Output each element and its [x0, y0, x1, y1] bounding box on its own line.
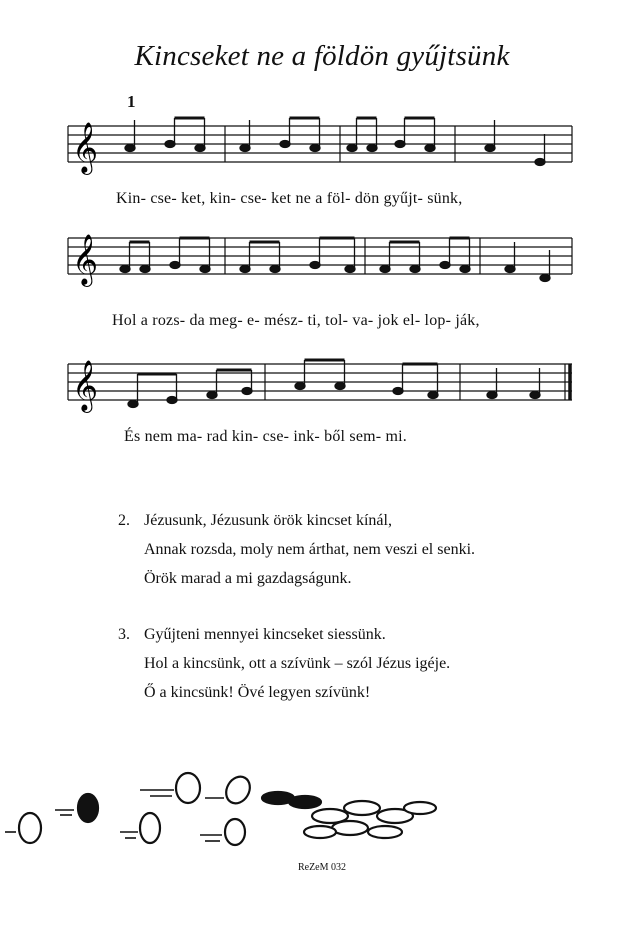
verse-number: 2.: [118, 512, 130, 529]
lyric-line-2: Hol a rozs- da meg- e- mész- ti, tol- va- jok el- lop- ják,: [112, 312, 480, 329]
footer-code: ReZeM 032: [297, 862, 347, 873]
verse-line: [118, 620, 450, 649]
lyric-line-1: Kin- cse- ket, kin- cse- ket ne a föl- dön gyűjt- sünk,: [116, 190, 463, 207]
lyric-line-3: És nem ma- rad kin- cse- ink- ből sem- mi.: [124, 428, 407, 445]
song-title: Kincseket ne a földön gyűjtsünk: [134, 40, 510, 72]
music-staff-2: [0, 224, 644, 304]
treble-clef-icon: 𝄞: [72, 360, 99, 411]
verse-2: [118, 506, 475, 593]
coins-illustration: [0, 760, 644, 860]
verse-number: 3.: [118, 626, 130, 643]
treble-clef-icon: 𝄞: [72, 234, 99, 285]
verse-line: Ő a kincsünk! Övé legyen szívünk!: [144, 684, 371, 701]
verse-number-1: 1: [127, 92, 136, 111]
treble-clef-icon: 𝄞: [72, 122, 99, 173]
music-staff-1: [0, 112, 644, 192]
verse-text: Gyűjteni mennyei kincseket siessünk.: [144, 626, 386, 643]
verse-line: [118, 506, 475, 535]
verse-line: Hol a kincsünk, ott a szívünk – szól Jézus igéje.: [144, 655, 451, 672]
verse-line: Annak rozsda, moly nem árthat, nem veszi el senki.: [144, 541, 476, 558]
verse-text: Jézusunk, Jézusunk örök kincset kínál,: [144, 512, 392, 529]
music-staff-3: [0, 350, 644, 430]
verse-line: Örök marad a mi gazdagságunk.: [144, 570, 352, 587]
verse-3: [118, 620, 450, 707]
